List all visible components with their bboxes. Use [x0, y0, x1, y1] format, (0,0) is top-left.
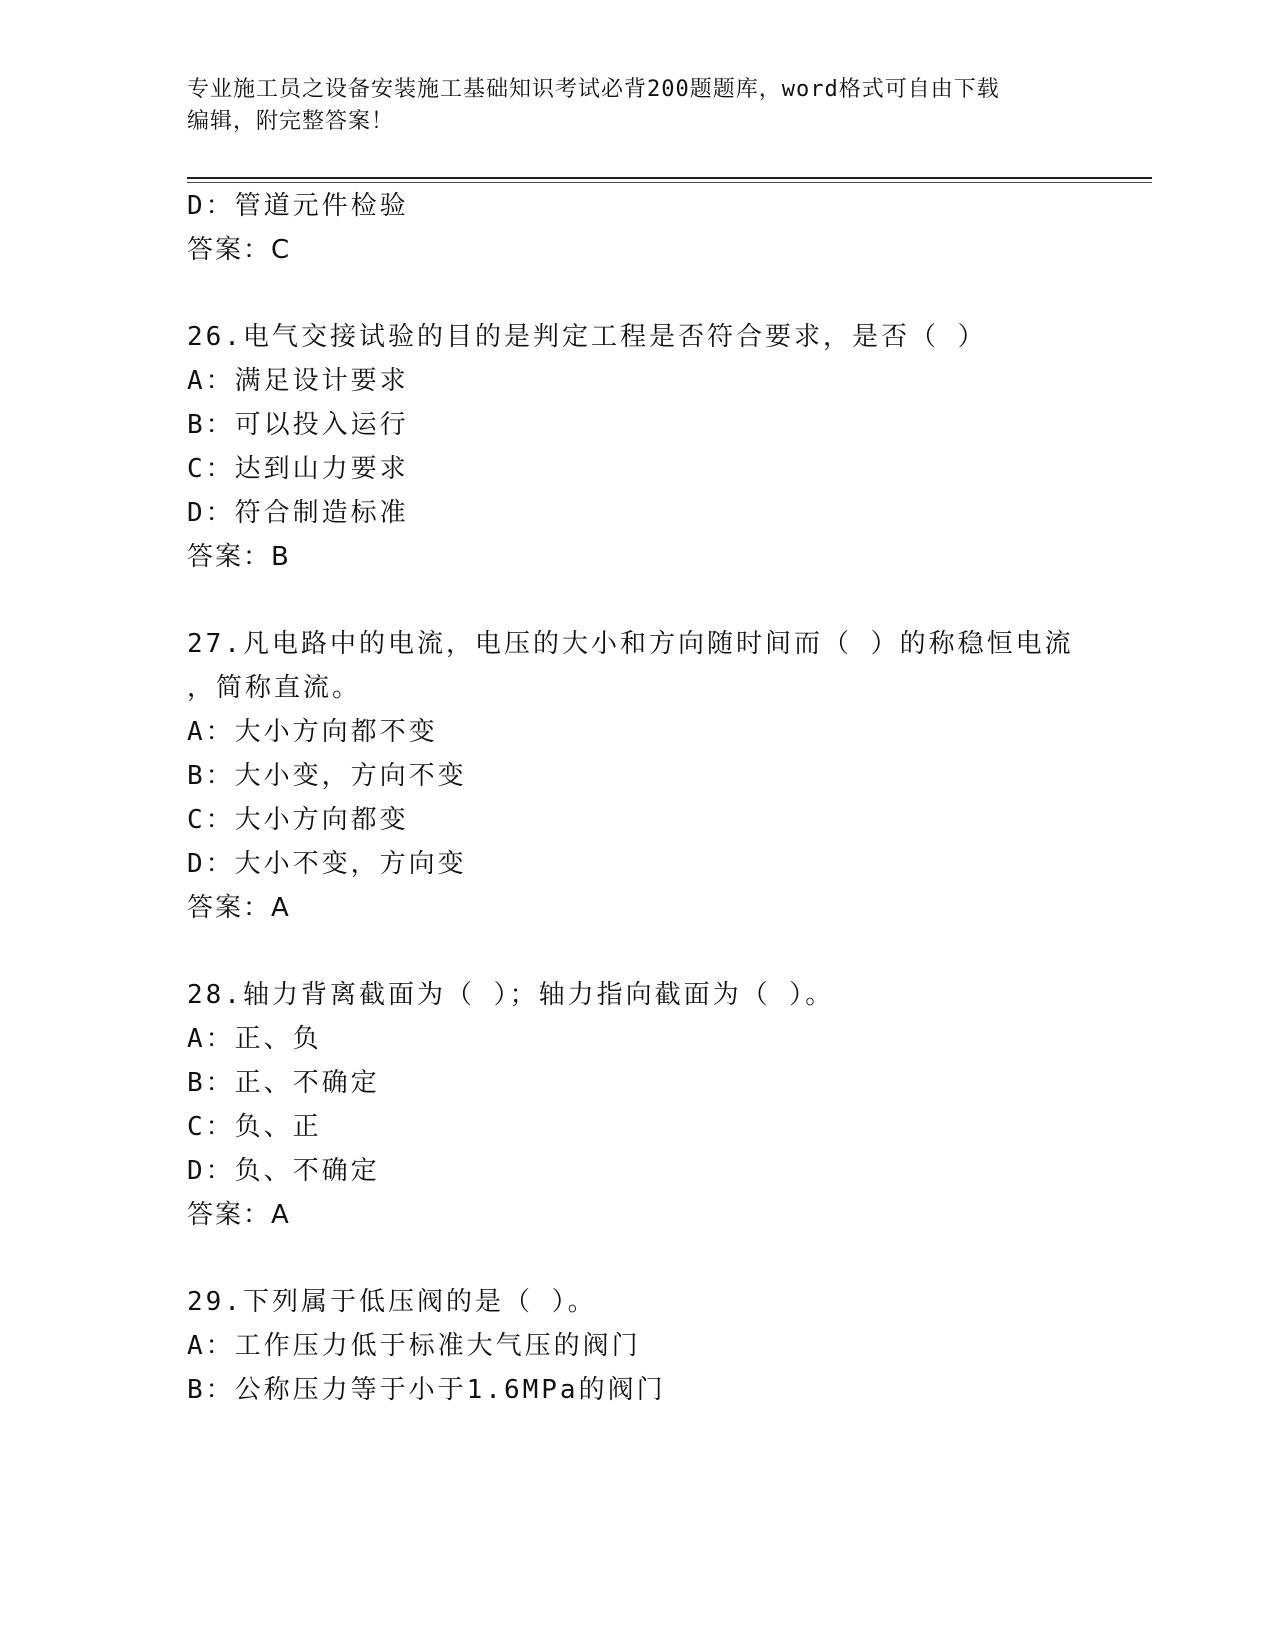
q29-stem: 29.下列属于低压阀的是（ ）。	[187, 1287, 597, 1317]
q28-option-b: B：正、不确定	[187, 1068, 380, 1098]
header-line-2: 编辑，附完整答案！	[187, 109, 395, 134]
q25-answer: 答案：C	[187, 235, 292, 265]
document-header	[187, 74, 1087, 138]
q27-stem-line-1: 27.凡电路中的电流，电压的大小和方向随时间而（ ）的称稳恒电流	[187, 629, 1074, 659]
q26-stem: 26.电气交接试验的目的是判定工程是否符合要求，是否（ ）	[187, 322, 987, 352]
q27-option-c: C：大小方向都变	[187, 805, 409, 835]
q28-answer: 答案：A	[187, 1200, 291, 1230]
q27-option-b: B：大小变，方向不变	[187, 761, 467, 791]
header-divider	[187, 177, 1152, 179]
q26-option-a: A：满足设计要求	[187, 366, 409, 396]
q25-option-d: D：管道元件检验	[187, 191, 409, 221]
q29-option-b: B：公称压力等于小于1.6MPa的阀门	[187, 1375, 666, 1405]
q29-option-a: A：工作压力低于标准大气压的阀门	[187, 1331, 641, 1361]
q27-option-a: A：大小方向都不变	[187, 717, 438, 747]
q26-option-c: C：达到山力要求	[187, 454, 409, 484]
q26-option-d: D：符合制造标准	[187, 498, 409, 528]
header-line-1: 专业施工员之设备安装施工基础知识考试必背200题题库，word格式可自由下载	[187, 77, 1000, 102]
q28-option-c: C：负、正	[187, 1112, 322, 1142]
q27-answer: 答案：A	[187, 893, 291, 923]
q28-option-d: D：负、不确定	[187, 1156, 380, 1186]
q28-option-a: A：正、负	[187, 1024, 322, 1054]
q27-stem-line-2: ，简称直流。	[187, 673, 362, 703]
q26-answer: 答案：B	[187, 542, 291, 572]
q27-option-d: D：大小不变，方向变	[187, 849, 467, 879]
q26-option-b: B：可以投入运行	[187, 410, 409, 440]
q28-stem: 28.轴力背离截面为（ ）；轴力指向截面为（ ）。	[187, 980, 835, 1010]
header-divider-thin	[187, 182, 1152, 183]
